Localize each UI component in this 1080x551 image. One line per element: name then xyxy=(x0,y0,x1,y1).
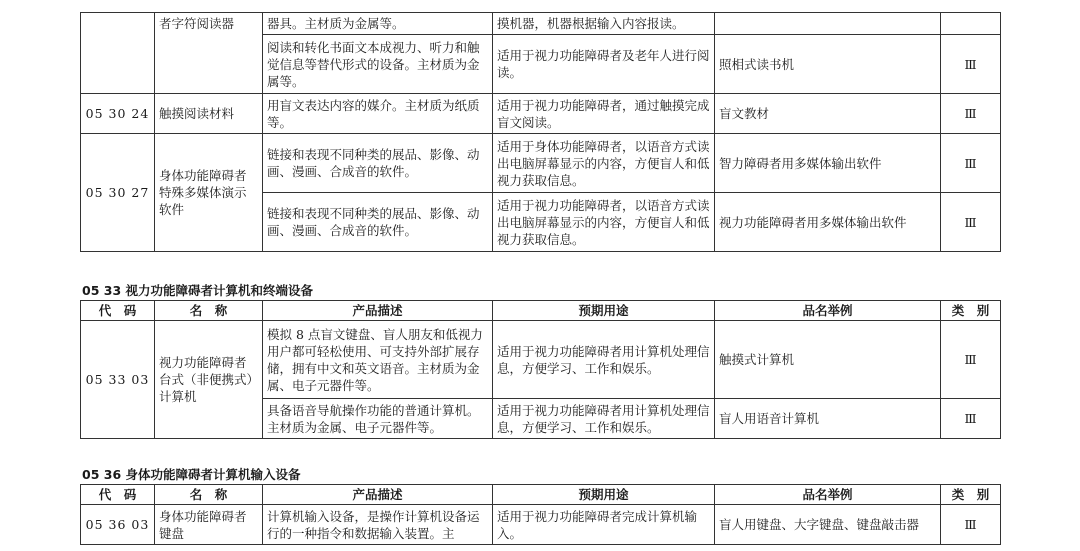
intended-use: 适用于视力功能障碍者用计算机处理信息，方便学习、工作和娱乐。 xyxy=(493,321,715,399)
example-name: 盲人用键盘、大字键盘、键盘敲击器 xyxy=(715,505,941,545)
product-description: 模拟 8 点盲文键盘、盲人朋友和低视力用户都可轻松使用、可支持外部扩展存储，拥有中文和英文语音。主材质为金属、电子元器件等。 xyxy=(263,321,493,399)
table-row xyxy=(81,321,1001,399)
section-title: 05 36 身体功能障碍者计算机输入设备 xyxy=(82,467,301,482)
intended-use: 适用于视力功能障碍者用计算机处理信息，方便学习、工作和娱乐。 xyxy=(493,399,715,439)
class-value: Ⅲ xyxy=(941,94,1001,134)
product-description: 计算机输入设备，是操作计算机设备运行的一种指令和数据输入装置。主 xyxy=(263,505,493,545)
header-name: 名 称 xyxy=(155,485,263,505)
table-section-0536 xyxy=(80,484,1001,545)
class-value xyxy=(941,13,1001,35)
table-header-row xyxy=(81,301,1001,321)
product-description: 器具。主材质为金属等。 xyxy=(263,13,493,35)
product-name: 视力功能障碍者台式（非便携式）计算机 xyxy=(155,321,263,439)
product-code: 05 30 24 xyxy=(81,94,155,134)
class-value: Ⅲ xyxy=(941,321,1001,399)
example-name: 视力功能障碍者用多媒体输出软件 xyxy=(715,193,941,252)
product-description: 链接和表现不同种类的展品、影像、动画、漫画、合成音的软件。 xyxy=(263,193,493,252)
product-name: 触摸阅读材料 xyxy=(155,94,263,134)
header-class: 类 别 xyxy=(941,301,1001,321)
product-code: 05 36 03 xyxy=(81,505,155,545)
header-class: 类 别 xyxy=(941,485,1001,505)
example-name: 智力障碍者用多媒体输出软件 xyxy=(715,134,941,193)
table-section-0533 xyxy=(80,300,1001,439)
intended-use: 摸机器，机器根据输入内容报读。 xyxy=(493,13,715,35)
header-example: 品名举例 xyxy=(715,485,941,505)
table-row xyxy=(81,94,1001,134)
product-code: 05 30 27 xyxy=(81,134,155,252)
product-name: 身体功能障碍者特殊多媒体演示软件 xyxy=(155,134,263,252)
class-value: Ⅲ xyxy=(941,505,1001,545)
example-name: 照相式读书机 xyxy=(715,35,941,94)
product-description: 具备语音导航操作功能的普通计算机。主材质为金属、电子元器件等。 xyxy=(263,399,493,439)
intended-use: 适用于身体功能障碍者，以语音方式读出电脑屏幕显示的内容，方便盲人和低视力获取信息。 xyxy=(493,134,715,193)
table-continued xyxy=(80,12,1001,252)
product-name: 身体功能障碍者键盘 xyxy=(155,505,263,545)
header-use: 预期用途 xyxy=(493,485,715,505)
class-value: Ⅲ xyxy=(941,399,1001,439)
table-row xyxy=(81,134,1001,193)
intended-use: 适用于视力功能障碍者完成计算机输入。 xyxy=(493,505,715,545)
class-value: Ⅲ xyxy=(941,35,1001,94)
product-code xyxy=(81,13,155,94)
example-name: 盲人用语音计算机 xyxy=(715,399,941,439)
table-row xyxy=(81,13,1001,35)
example-name xyxy=(715,13,941,35)
table-header-row xyxy=(81,485,1001,505)
header-code: 代 码 xyxy=(81,301,155,321)
header-desc: 产品描述 xyxy=(263,301,493,321)
intended-use: 适用于视力功能障碍者，通过触摸完成盲文阅读。 xyxy=(493,94,715,134)
header-example: 品名举例 xyxy=(715,301,941,321)
class-value: Ⅲ xyxy=(941,193,1001,252)
product-description: 阅读和转化书面文本成视力、听力和触觉信息等替代形式的设备。主材质为金属等。 xyxy=(263,35,493,94)
table-row xyxy=(81,505,1001,545)
header-code: 代 码 xyxy=(81,485,155,505)
example-name: 触摸式计算机 xyxy=(715,321,941,399)
product-description: 用盲文表达内容的媒介。主材质为纸质等。 xyxy=(263,94,493,134)
product-name: 者字符阅读器 xyxy=(155,13,263,94)
header-desc: 产品描述 xyxy=(263,485,493,505)
class-value: Ⅲ xyxy=(941,134,1001,193)
product-description: 链接和表现不同种类的展品、影像、动画、漫画、合成音的软件。 xyxy=(263,134,493,193)
header-name: 名 称 xyxy=(155,301,263,321)
intended-use: 适用于视力功能障碍者及老年人进行阅读。 xyxy=(493,35,715,94)
intended-use: 适用于视力功能障碍者，以语音方式读出电脑屏幕显示的内容，方便盲人和低视力获取信息。 xyxy=(493,193,715,252)
section-title: 05 33 视力功能障碍者计算机和终端设备 xyxy=(82,283,313,298)
example-name: 盲文教材 xyxy=(715,94,941,134)
product-code: 05 33 03 xyxy=(81,321,155,439)
header-use: 预期用途 xyxy=(493,301,715,321)
